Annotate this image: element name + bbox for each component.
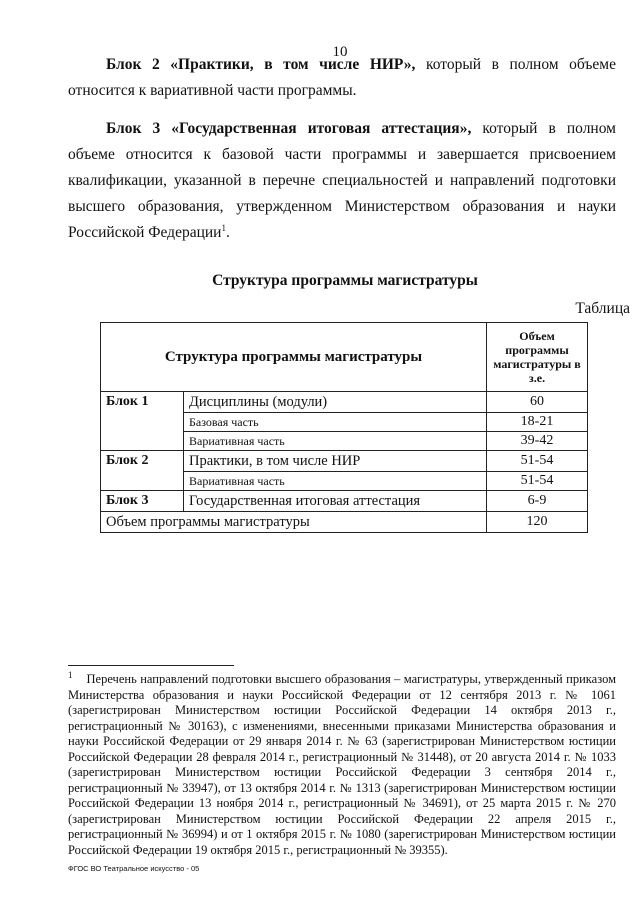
block2-text: который в полном объеме относится к вариативной части программы. [68,56,616,99]
block1-base-name: Базовая часть [184,413,487,432]
header-structure: Структура программы магистратуры [101,323,487,392]
block3-end: . [225,224,230,241]
footnote-divider [68,665,234,666]
block1-name: Дисциплины (модули) [184,392,487,413]
section-title: Структура программы магистратуры [212,272,478,289]
table-row [101,491,588,512]
block3-text: который в полном объеме относится к базовой части программы и завершается присвоением квалификации, указанной в перечне специальностей и направлений подготовки высшего образования, утвержденном Министерством образования и науки Российской Федерации [68,120,616,241]
table-row [101,451,588,472]
paragraph-block3 [68,116,616,246]
block1-var-value: 39-42 [487,432,588,451]
header-volume: Объем программы магистратуры в з.е. [487,323,588,392]
block1-base-value: 18-21 [487,413,588,432]
block1-label: Блок 1 [101,392,184,451]
block3-value: 6-9 [487,491,588,512]
block3-title: Блок 3 «Государственная итоговая аттестация», [106,120,472,137]
footnote-text: Перечень направлений подготовки высшего образования – магистратуры, утвержденный приказом Министерства образования и науки Российской Федерации от 12 сентября 2013 г. № 1061 (зарегистрирован Министерством юстиции Российской Федерации 14 октября 2013 г., регистрационный № 30163), с изменениями, внесенными приказами Министерства образования и науки Российской Федерации от 29 января 2014 г. № 63 (зарегистрирован Министерством юстиции Российской Федерации 28 февраля 2014 г., регистрационный № 31448), от 20 августа 2014 г. № 1033 (зарегистрирован Министерством юстиции Российской Федерации 3 сентября 2014 г., регистрационный № 33947), от 13 октября 2014 г. № 1313 (зарегистрирован Министерством юстиции Российской Федерации 13 ноября 2014 г., регистрационный № 34691), от 25 марта 2015 г. № 270 (зарегистрирован Министерством юстиции Российской Федерации 22 апреля 2015 г., регистрационный № 36994) и от 1 октября 2015 г. № 1080 (зарегистрирован Министерством юстиции Российской Федерации 19 октября 2015 г., регистрационный № 39355). [68,672,616,857]
paragraph-block2 [68,52,616,104]
page-number: 10 [332,44,348,60]
block1-var-name: Вариативная часть [184,432,487,451]
table-total-row [101,512,588,533]
block1-value: 60 [487,392,588,413]
total-label: Объем программы магистратуры [101,512,487,533]
block2-var-value: 51-54 [487,472,588,491]
structure-table [100,322,588,533]
table-caption: Таблица [575,300,630,317]
block2-label: Блок 2 [101,451,184,491]
block3-label: Блок 3 [101,491,184,512]
block2-name: Практики, в том числе НИР [184,451,487,472]
table-header-row [101,323,588,392]
block2-value: 51-54 [487,451,588,472]
total-value: 120 [487,512,588,533]
table-row [101,392,588,413]
footnote-ref: 1 [221,222,226,233]
document-code: ФГОС ВО Театральное искусство - 05 [68,864,200,873]
footnote-mark: 1 [68,670,73,680]
footnote [68,668,616,858]
block2-var-name: Вариативная часть [184,472,487,491]
block2-title: Блок 2 «Практики, в том числе НИР», [106,56,416,73]
block3-name: Государственная итоговая аттестация [184,491,487,512]
